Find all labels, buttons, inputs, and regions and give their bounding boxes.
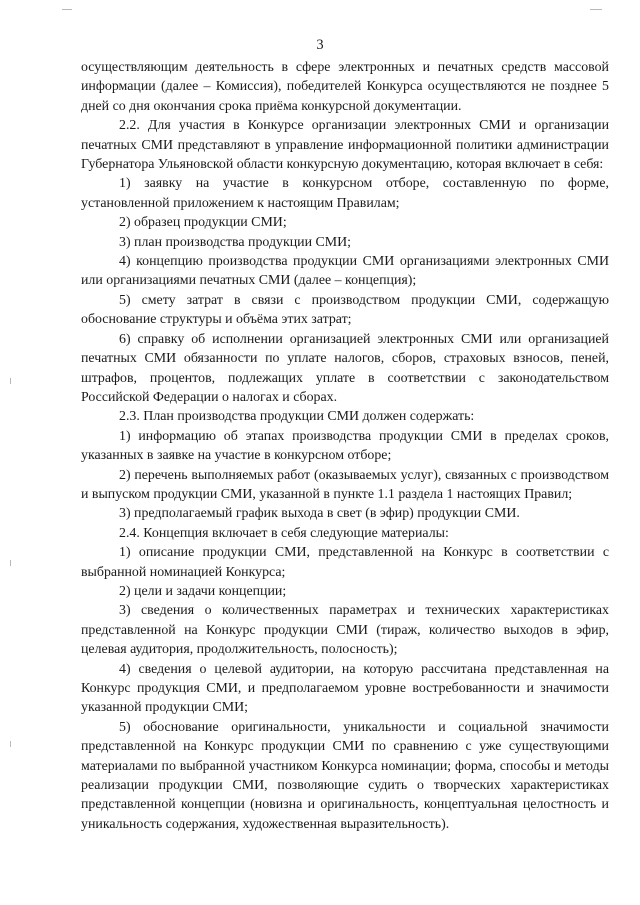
list-item: 2) образец продукции СМИ; [119,215,287,231]
list-item: 2) перечень выполняемых работ (оказываемых услуг), связанных с производством и выпуском продукции СМИ, указанной в пункте 1.1 раздела 1 настоящих Правил; [81,467,609,502]
scan-mark-left-1 [10,378,11,384]
list-item: 3) предполагаемый график выхода в свет (в эфир) продукции СМИ. [119,506,520,522]
list-item: 6) справку об исполнении организацией электронных СМИ или организацией печатных СМИ обязанности по уплате налогов, сборов, страховых взносов, пеней, штрафов, процентов, подлежащих уплате в соответствии с законодательством Российской Федерации о налогах и сборах. [81,331,609,405]
scan-mark-top-left [62,9,72,10]
paragraph: 2.4. Концепция включает в себя следующие материалы: [119,525,449,541]
list-item: 4) сведения о целевой аудитории, на которую рассчитана представленная на Конкурс продукция СМИ, и предполагаемом уровне востребованности и значимости указанной продукции СМИ; [81,661,609,716]
list-item: 2) цели и задачи концепции; [119,583,287,599]
list-item: 3) план производства продукции СМИ; [119,234,352,250]
scan-mark-left-3 [10,741,11,747]
list-item: 5) смету затрат в связи с производством продукции СМИ, содержащую обоснование структуры и объёма этих затрат; [81,292,609,328]
list-item: 3) сведения о количественных параметрах и технических характеристиках представленной на Конкурс продукции СМИ (тираж, количество выходов в эфир, целевая аудитория, продолжительность, полосность); [81,603,609,658]
scan-mark-top-right [590,9,602,10]
document-body [81,58,609,834]
paragraph: 2.2. Для участия в Конкурсе организации электронных СМИ и организации печатных СМИ представляют в управление информационной политики администрации Губернатора Ульяновской области конкурсную документацию, которая включает в себя: [81,118,609,173]
list-item: 1) информацию об этапах производства продукции СМИ в пределах сроков, указанных в заявке на участие в конкурсном отборе; [81,428,609,464]
paragraph: осуществляющим деятельность в сфере электронных и печатных средств массовой информации (далее – Комиссия), победителей Конкурса осуществляются не позднее 5 дней со дня окончания срока приёма конкурсной документации. [81,60,609,114]
list-item: 1) заявку на участие в конкурсном отборе, составленную по форме, установленной приложением к настоящим Правилам; [81,176,609,211]
paragraph: 2.3. План производства продукции СМИ должен содержать: [119,409,475,425]
list-item: 4) концепцию производства продукции СМИ организациями электронных СМИ или организациями печатных СМИ (далее – концепция); [81,254,609,289]
list-item: 1) описание продукции СМИ, представленной на Конкурс в соответствии с выбранной номинацией Конкурса; [81,545,609,580]
page-number: 3 [316,37,324,53]
list-item: 5) обоснование оригинальности, уникальности и социальной значимости представленной на Конкурс продукции СМИ по сравнению с уже существующими материалами по выбранной участником Конкурса номинации; форма, способы и методы реализации продукции СМИ, позволяющие судить о творческих характеристиках представленной концепции (новизна и оригинальность, концептуальная целостность и уникальность содержания, художественная выразительность). [81,719,609,832]
scan-mark-left-2 [10,560,11,566]
